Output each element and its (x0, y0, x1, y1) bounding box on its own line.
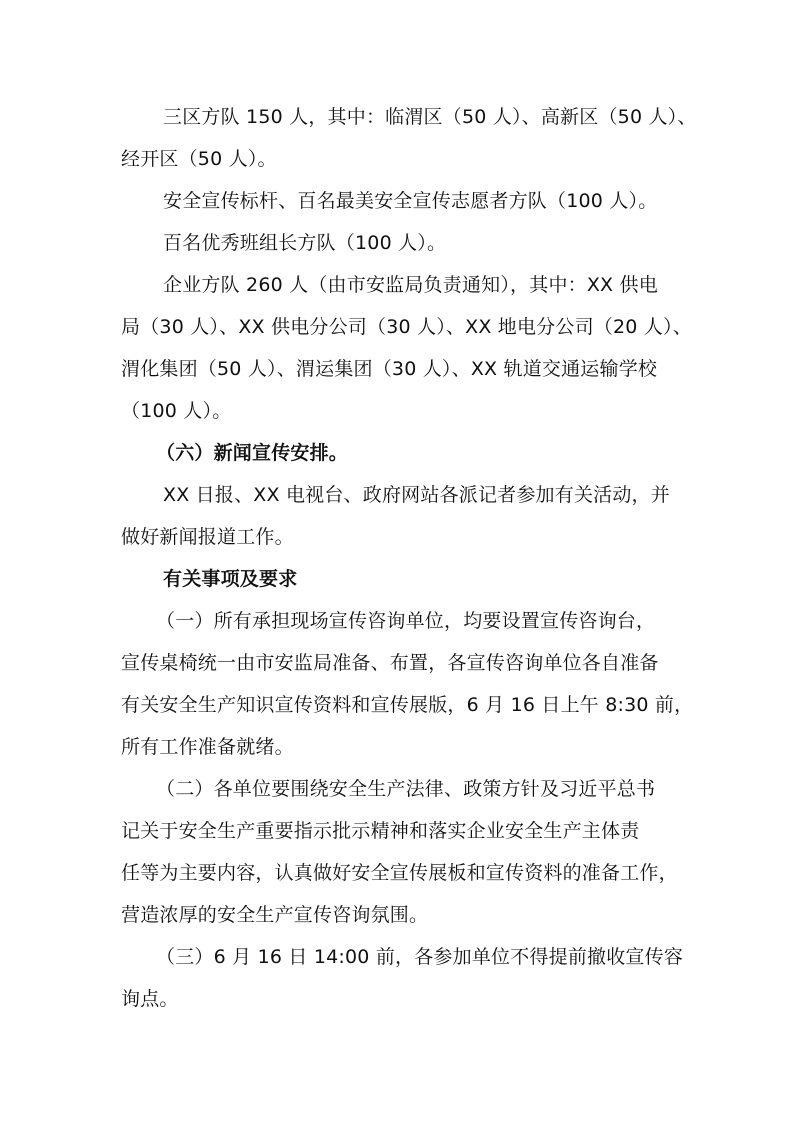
paragraph-line: 企业方队 260 人（由市安监局负责通知），其中：XX 供电 (163, 274, 658, 296)
paragraph-line: 宣传桌椅统一由市安监局准备、布置，各宣传咨询单位各自准备 (121, 652, 659, 674)
paragraph-line: 做好新闻报道工作。 (121, 526, 294, 548)
paragraph-line: 所有工作准备就绪。 (121, 736, 294, 758)
paragraph-line: 经开区（50 人）。 (121, 148, 277, 170)
paragraph-line: XX 日报、XX 电视台、政府网站各派记者参加有关活动，并 (163, 484, 670, 506)
paragraph-line: 三区方队 150 人，其中：临渭区（50 人）、高新区（50 人）、 (163, 106, 697, 128)
paragraph-line: （一）所有承担现场宣传咨询单位，均要设置宣传咨询台， (156, 610, 656, 632)
section-heading: 有关事项及要求 (163, 568, 298, 590)
paragraph-line: 询点。 (121, 988, 179, 1010)
paragraph-line: 记关于安全生产重要指示批示精神和落实企业安全生产主体责 (121, 820, 640, 842)
paragraph-line: 任等为主要内容，认真做好安全宣传展板和宣传资料的准备工作， (121, 862, 678, 884)
section-heading: （六）新闻宣传安排。 (156, 442, 349, 464)
paragraph-line: 有关安全生产知识宣传资料和宣传展版，6 月 16 日上午 8:30 前， (121, 694, 694, 716)
paragraph-line: 百名优秀班组长方队（100 人）。 (163, 232, 447, 254)
paragraph-line: 安全宣传标杆、百名最美安全宣传志愿者方队（100 人）。 (163, 190, 658, 212)
paragraph-line: 局（30 人）、XX 供电分公司（30 人）、XX 地电分公司（20 人）、 (121, 316, 692, 338)
paragraph-line: 营造浓厚的安全生产宣传咨询氛围。 (121, 904, 429, 926)
paragraph-line: （三）6 月 16 日 14:00 前，各参加单位不得提前撤收宣传容 (156, 946, 684, 968)
paragraph-line: 渭化集团（50 人）、渭运集团（30 人）、XX 轨道交通运输学校 (121, 358, 658, 380)
paragraph-line: （二）各单位要围绕安全生产法律、政策方针及习近平总书 (156, 778, 656, 800)
paragraph-line: （100 人）。 (121, 400, 232, 422)
